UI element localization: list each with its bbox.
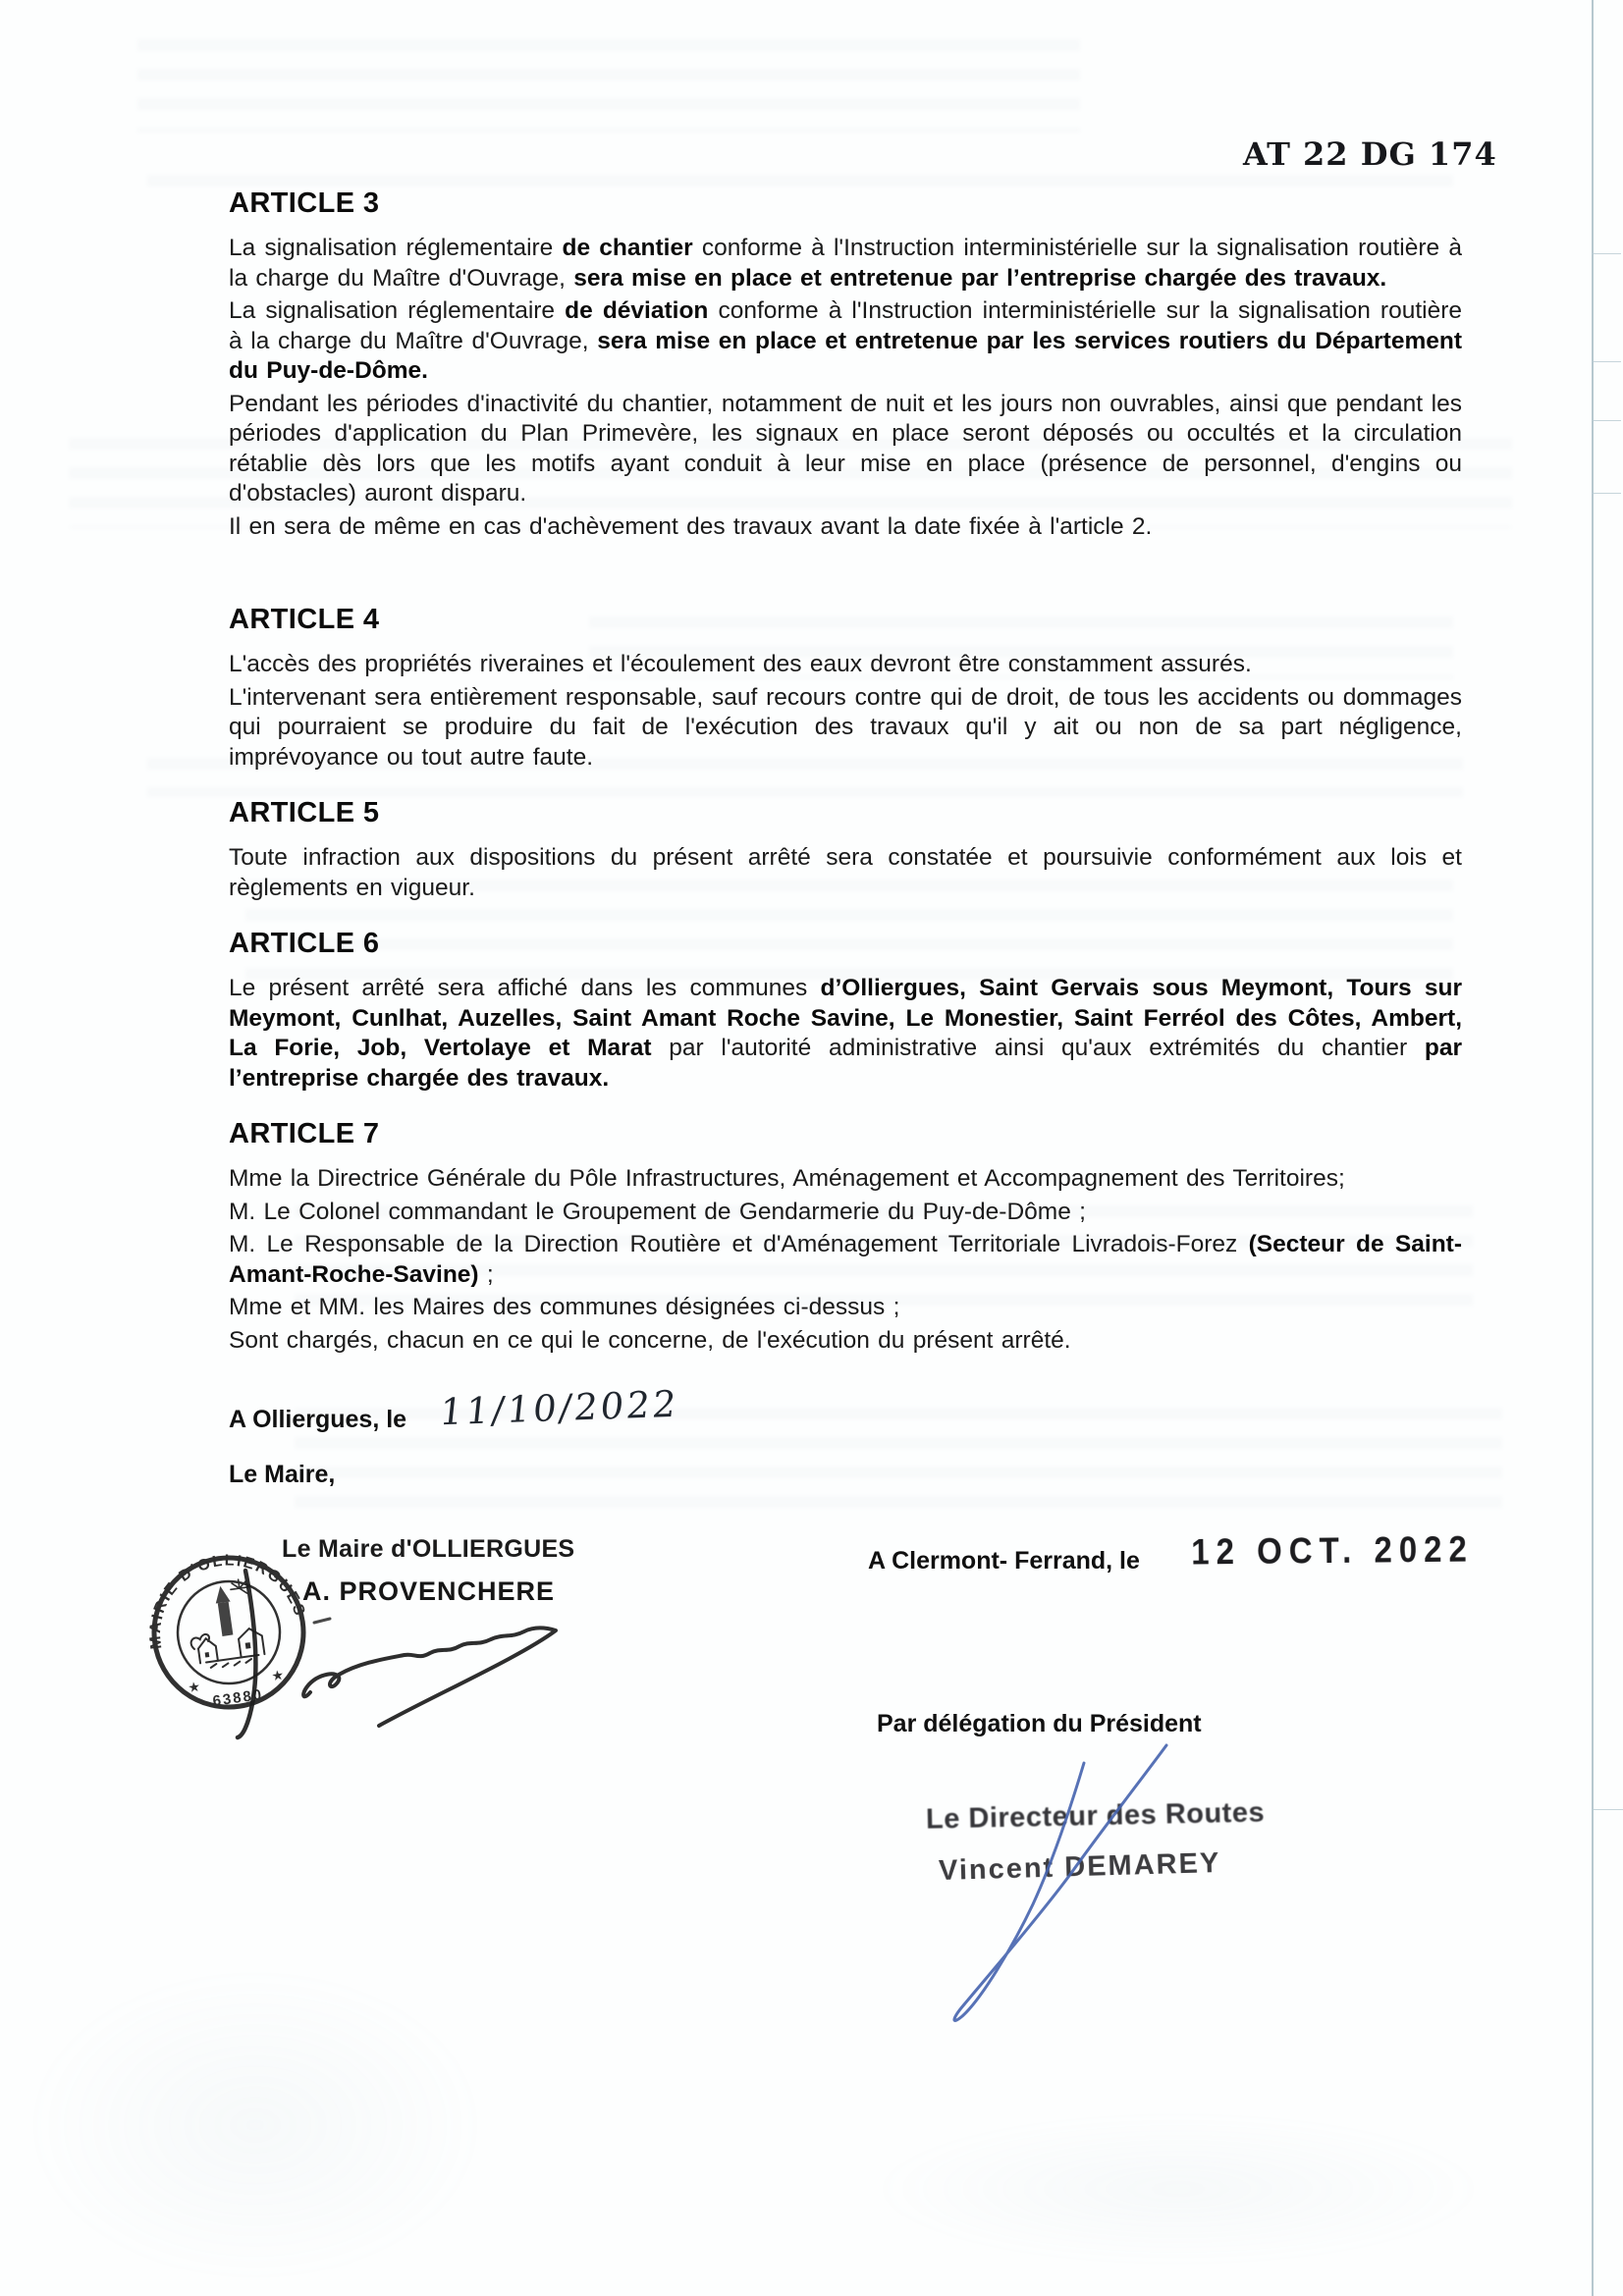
text-segment: Le présent arrêté sera affiché dans les communes (229, 975, 821, 1001)
closing-place-date (229, 1382, 681, 1436)
article-4 (229, 603, 1462, 775)
paragraph (229, 390, 1462, 509)
mayor-stamp-line1: Le Maire d'OLLIERGUES (282, 1535, 575, 1563)
stamp-village-drawing (184, 1577, 266, 1671)
pen-dash-mark (314, 1619, 330, 1623)
stamp-star-right: ★ (270, 1666, 286, 1684)
scanner-tick (1592, 361, 1621, 362)
text-segment: de chantier (562, 235, 693, 261)
text-segment: La signalisation réglementaire (229, 235, 563, 261)
text-segment: Mme la Directrice Générale du Pôle Infrastructures, Aménagement et Accompagnement des Territoires; (229, 1165, 1345, 1192)
article-5 (229, 796, 1462, 906)
text-segment: M. Le Responsable de la Direction Routière et d'Aménagement Territoriale Livradois-Forez (229, 1231, 1249, 1257)
text-segment: conforme à l'Instruction interministérielle sur la signalisation routière à la charge du Maître d'Ouvrage, (229, 297, 1462, 354)
bleed-through-ghost (864, 2110, 1492, 2268)
bleed-through-ghost (20, 1963, 491, 2287)
article-3 (229, 187, 1462, 545)
text-segment: d’Olliergues, Saint Gervais sous Meymont, Tours sur Meymont, Cunlhat, Auzelles, Saint Amant Roche Savine, Le Monestier, Saint Ferréol des Côtes, Ambert, La Forie, Job, Vertolaye et Marat (229, 975, 1462, 1061)
delegation-label: Par délégation du Président (877, 1710, 1202, 1737)
text-segment: Sont chargés, chacun en ce qui le concerne, de l'exécution du présent arrêté. (229, 1326, 1071, 1354)
handwritten-date: 11/10/2022 (437, 1382, 681, 1434)
text-segment: M. Le Colonel commandant le Groupement de Gendarmerie du Puy-de-Dôme ; (229, 1198, 1086, 1225)
place-date-label: A Olliergues, le (229, 1406, 407, 1433)
scanner-tick (1592, 1809, 1623, 1810)
text-segment: Mme et MM. les Maires des communes désignées ci-dessus ; (229, 1294, 900, 1320)
mayor-stamp-line2: A. PROVENCHERE (302, 1576, 556, 1606)
mairie-round-stamp (135, 1538, 323, 1727)
paragraph (229, 1326, 1462, 1357)
director-name-stamp: Vincent DEMAREY (938, 1846, 1221, 1888)
text-segment: sera mise en place et entretenue par l’entreprise chargée des travaux. (573, 264, 1387, 292)
paragraph (229, 1293, 1462, 1323)
text-segment: sera mise en place et entretenue par les services routiers du Département du Puy-de-Dôme. (229, 327, 1462, 384)
paragraph (229, 683, 1462, 774)
paragraph (229, 234, 1462, 294)
article-5-title: ARTICLE 5 (229, 797, 380, 828)
article-7-title: ARTICLE 7 (229, 1118, 380, 1149)
text-segment: par l'autorité administrative ainsi qu'aux extrémités du chantier (651, 1035, 1425, 1061)
article-7 (229, 1117, 1462, 1359)
document-reference: AT 22 DG 174 (1243, 135, 1497, 173)
stamp-star-left: ★ (187, 1678, 201, 1696)
bleed-through-ghost (137, 39, 1080, 133)
clermont-place-label: A Clermont- Ferrand, le (868, 1547, 1140, 1575)
paragraph (229, 974, 1462, 1094)
paragraph (229, 296, 1462, 387)
director-role-stamp: Le Directeur des Routes (925, 1796, 1266, 1836)
scanner-tick (1592, 493, 1621, 494)
paragraph (229, 650, 1462, 680)
date-stamp: 12 OCT. 2022 (1191, 1527, 1475, 1573)
article-4-title: ARTICLE 4 (229, 604, 380, 635)
article-6-title: ARTICLE 6 (229, 928, 380, 959)
scanner-tick (1592, 253, 1621, 254)
text-segment: La signalisation réglementaire (229, 297, 566, 324)
text-segment: de déviation (565, 297, 709, 324)
paragraph (229, 843, 1462, 903)
text-segment: L'accès des propriétés riveraines et l'écoulement des eaux devront être constamment assurés. (229, 651, 1252, 677)
text-segment: conforme à l'Instruction interministérielle sur la signalisation routière à la charge du Maître d'Ouvrage, (229, 235, 1462, 292)
signatory-title: Le Maire, (229, 1461, 336, 1488)
paragraph (229, 1230, 1462, 1290)
article-6 (229, 927, 1462, 1096)
text-segment: Pendant les périodes d'inactivité du chantier, notamment de nuit et les jours non ouvrables, ainsi que pendant les périodes d'application du Plan Primevère, les signaux en place seront déposés ou occultés et la circulation rétablie dès lors que les motifs ayant conduit à leur mise en place (présence de personnel, d'engins ou d'obstacles) auront disparu. (229, 390, 1462, 507)
scanner-tick (1592, 420, 1621, 421)
scanner-edge-line (1592, 0, 1594, 2296)
stamp-postal-code: 63880 (211, 1685, 265, 1710)
paragraph (229, 1164, 1462, 1195)
text-segment: Toute infraction aux dispositions du présent arrêté sera constatée et poursuivie conformément aux lois et règlements en vigueur. (229, 844, 1462, 901)
text-segment: (Secteur de Saint-Amant-Roche-Savine) (229, 1231, 1462, 1288)
mayor-signature-scrawl (303, 1629, 556, 1727)
text-segment: Il en sera de même en cas d'achèvement des travaux avant la date fixée à l'article 2. (229, 512, 1153, 540)
text-segment: L'intervenant sera entièrement responsable, sauf recours contre qui de droit, de tous les accidents ou dommages qui pourraient se produire du fait de l'exécution des travaux qu'il y ait ou non de sa part négligence, imprévoyance ou tout autre faute. (229, 683, 1462, 771)
paragraph (229, 1198, 1462, 1228)
stamp-ring-text: MAIRIE D'OLLIERGUES (146, 1552, 308, 1650)
text-segment: par l’entreprise chargée des travaux. (229, 1035, 1462, 1092)
text-segment: ; (478, 1260, 494, 1288)
article-3-title: ARTICLE 3 (229, 187, 380, 219)
paragraph (229, 512, 1462, 543)
